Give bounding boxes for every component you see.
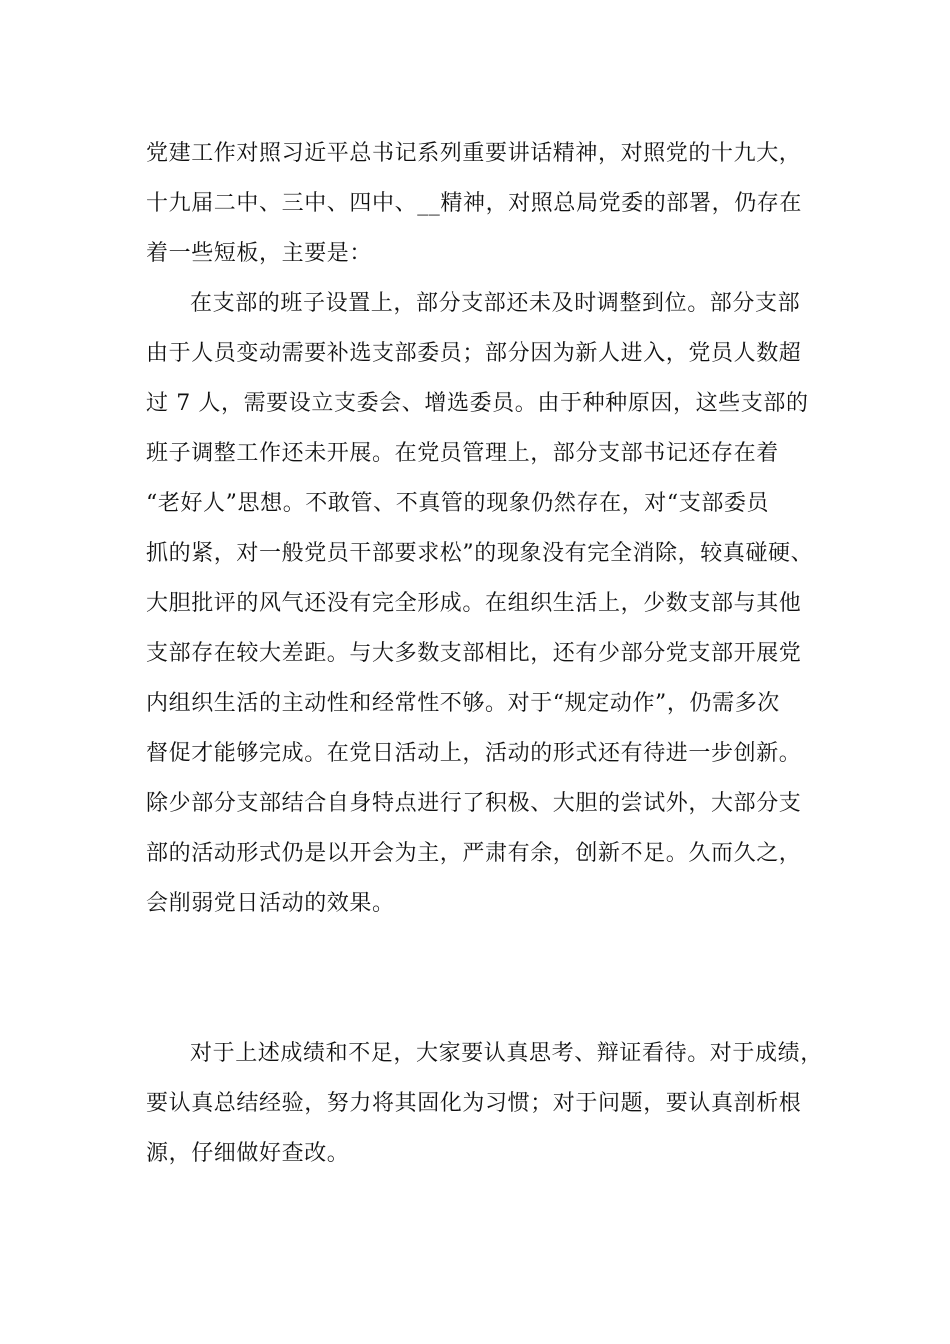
text-line: 着一些短板，主要是：: [146, 241, 373, 266]
text-line: 督促才能够完成。在党日活动上，活动的形式还有待进一步创新。: [146, 741, 802, 766]
text-line: 大胆批评的风气还没有完全形成。在组织生活上，少数支部与其他: [146, 591, 802, 616]
text-line: 对于上述成绩和不足，大家要认真思考、辩证看待。对于成绩，: [190, 1041, 823, 1066]
paragraph: [146, 279, 816, 1029]
text-line: 部的活动形式仍是以开会为主，严肃有余，创新不足。久而久之，: [146, 841, 802, 866]
text-line: 由于人员变动需要补选支部委员；部分因为新人进入，党员人数超: [146, 341, 802, 366]
text-line: 要认真总结经验，努力将其固化为习惯；对于问题，要认真剖析根: [146, 1091, 802, 1116]
text-line: 在支部的班子设置上，部分支部还未及时调整到位。部分支部: [190, 291, 801, 316]
text-line: 支部存在较大差距。与大多数支部相比，还有少部分党支部开展党: [146, 641, 802, 666]
paragraph: [146, 1029, 823, 1179]
text-line: 十九届二中、三中、四中、__精神，对照总局党委的部署，仍存在: [146, 191, 803, 216]
text-line: 班子调整工作还未开展。在党员管理上，部分支部书记还存在着: [146, 441, 779, 466]
text-line: “老好人”思想。不敢管、不真管的现象仍然存在，对“支部委员: [146, 491, 770, 516]
text-line: 源，仔细做好查改。: [146, 1141, 350, 1166]
text-line: [146, 929, 816, 979]
document-body: [146, 129, 823, 1179]
text-line: 党建工作对照习近平总书记系列重要讲话精神，对照党的十九大，: [146, 141, 802, 166]
text-line: 除少部分支部结合自身特点进行了积极、大胆的尝试外，大部分支: [146, 791, 802, 816]
text-line: [146, 979, 816, 1029]
text-line: 会削弱党日活动的效果。: [146, 891, 395, 916]
text-line: 内组织生活的主动性和经常性不够。对于“规定动作”，仍需多次: [146, 691, 780, 716]
text-line: 抓的紧，对一般党员干部要求松”的现象没有完全消除，较真碰硬、: [146, 541, 814, 566]
text-line: 过 7 人，需要设立支委会、增选委员。由于种种原因，这些支部的: [146, 391, 809, 416]
paragraph: [146, 129, 816, 279]
